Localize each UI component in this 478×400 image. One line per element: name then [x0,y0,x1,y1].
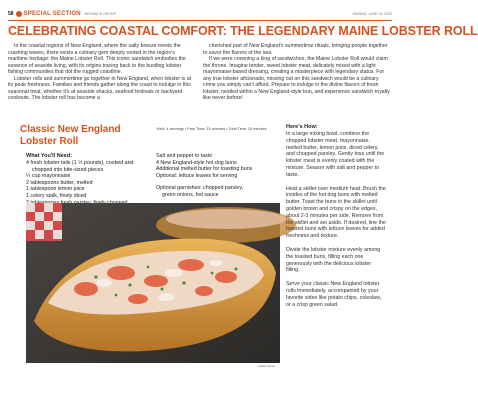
intro-paragraph: In the coastal regions of New England, where the salty breeze meets the crashing waves, there exists a culinary gem deeply rooted in the region's maritime heritage: the Maine Lobster Roll. This iconic sandwich embodies the essence of seaside living, with its origins tracing back to the bustling lobster fishing communities that dot the rugged coastline. [8,43,186,75]
lobster-roll-illustration [26,203,280,363]
issue-date: SUNDAY, JUNE 15, 2025 [352,12,392,16]
instructions-heading: Here's How: [286,124,318,130]
ingredient-item: Additional melted butter for toasting buns [156,166,253,173]
ingredient-item: 1 tablespoon lemon juice [26,186,85,193]
instructions-column [286,131,386,315]
ingredient-item: 1 celery stalk, finely diced [26,192,87,199]
ingredients-list-right [156,153,276,199]
page-number: 58 [8,11,14,17]
publisher-name: NEGANCE GROUP [84,12,116,16]
section-logo-icon [16,11,22,17]
instruction-step: Serve your classic New England lobster rolls immediately, accompanied by your favorite sides like potato chips, coleslaw, or a crisp green salad. [286,281,382,308]
ingredient-item: Salt and pepper to taste [156,153,213,159]
ingredient-item: Optional garnishes: chopped parsley, [156,185,244,192]
ingredient-item: 4 fresh lobster tails (1 ½ pounds), cooked and [26,160,134,166]
intro-paragraph: cherished part of New England's summertime rituals, bringing people together to savor the flavors of the sea. [203,43,388,56]
header-rule [8,20,392,21]
ingredient-item: green onions, hot sauce [162,191,219,198]
ingredient-item: chopped into bite-sized pieces [32,166,104,173]
recipe-meta: Yield: 4 servings • Prep Time: 15 minutes • Total Time: 15 minutes [156,127,267,131]
intro-column-left [8,43,195,102]
instruction-step: In a large mixing bowl, combine the chopped lobster meat, mayonnaise, melted butter, lemon juice, diced celery, and chopped parsley. Gently toss until the lobster meat is evenly coated with the mixture. Season with salt and pepper to taste. [286,131,385,178]
ingredients-heading: What You'll Need: [26,153,73,159]
page-headline: CELEBRATING COASTAL COMFORT: THE LEGENDARY MAINE LOBSTER ROLL [8,24,478,38]
ingredient-item: 2 tablespoons butter, melted [26,179,93,186]
lobster-roll-photo [26,203,280,363]
ingredient-item: Optional: lettuce leaves for serving [156,172,238,179]
intro-paragraph: Lobster rolls and summertime go together in New England, when lobster is at its peak freshness. Families and friends gather along the coast to indulge in this seasonal treat, whether it's at seaside shacks, seafood festivals or backyard cookouts. The lobster roll has become a [8,75,192,101]
page-header [8,9,392,19]
photo-credit: Adobe Stock [258,364,276,368]
napkin [26,203,62,241]
instruction-step: Divide the lobster mixture evenly among the toasted buns, filling each one generously with the delicious lobster filling. [286,246,381,274]
section-name: SPECIAL SECTION [23,11,81,17]
ingredient-item: ¼ cup mayonnaise [26,173,71,180]
instruction-step: Heat a skillet over medium heat. Brush the insides of the hot dog buns with melted butter. Toast the buns in the skillet until golden brown and crispy on the edges, about 2-3 minutes per side. Remove from the skillet and set aside. If desired, line the toasted buns with lettuce leaves for added freshness and texture. [286,185,386,240]
ingredients-list-left [26,160,156,206]
intro-column-right [203,43,390,102]
ingredient-item: 4 New England-style hot dog buns [156,159,237,166]
intro-paragraph: If we were crowning a king of sandwiches, the Maine Lobster Roll would claim the throne. Imagine tender, sweet lobster meat, delicately mixed with a light mayonnaise-based dressing, creating a masterpiece with legendary status. For any true lobster aficionado, missing out on this sandwich would be a culinary crime you simply can't afford. Prepare to indulge in the divine flavors of fresh lobster, nestled within a New England-style bun, and experience sandwich royalty like never before! [203,56,390,101]
recipe-title: Classic New England Lobster Roll [20,124,121,147]
